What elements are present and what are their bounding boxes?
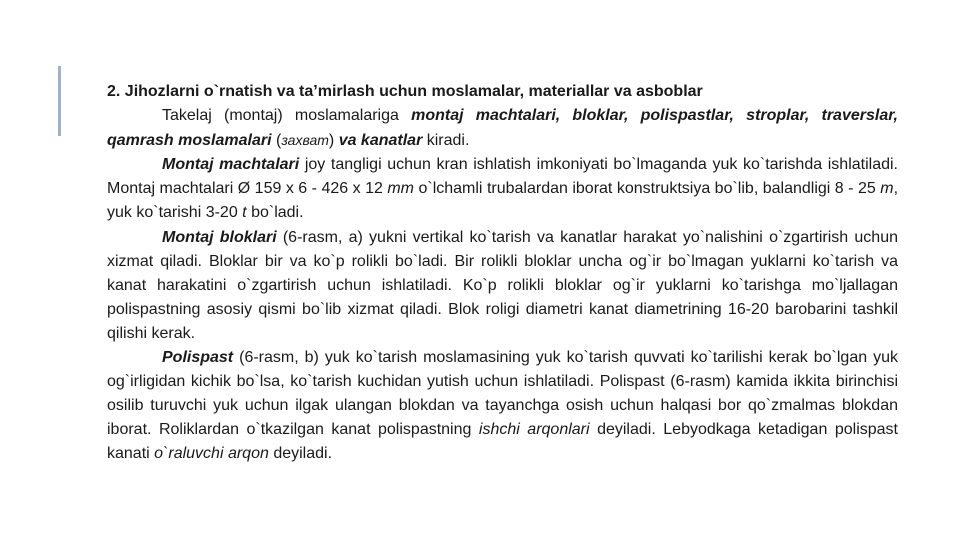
slide-accent-bar [58, 66, 61, 136]
text-run: va kanatlar [338, 132, 423, 150]
paragraph-mounting-blocks [107, 226, 898, 346]
text-run: joy tangligi uchun kran ishlatish imkoniyati bo`lmaganda yuk ko`tarishda ishlatiladi. Montaj machtalari Ø 159 x 6 - 426 x 12 [107, 156, 899, 198]
text-run: o`lchamli trubalardan iborat konstruktsiya bo`lib, balandligi 8 - 25 [414, 180, 881, 198]
text-run: Montaj bloklari [162, 228, 277, 246]
text-run: deyiladi. Lebyodkaga ketadigan polispast kanati [107, 421, 898, 463]
text-run: mm [387, 180, 414, 198]
section-heading: 2. Jihozlarni o`rnatish va ta’mirlash uchun moslamalar, materiallar va asboblar [107, 83, 703, 100]
paragraph-rigging-devices [107, 104, 898, 153]
text-run: kiradi. [422, 132, 470, 150]
text-run: ) [328, 132, 339, 150]
text-run: deyiladi. [268, 445, 333, 463]
text-run: (6-rasm, a) yukni vertikal ko`tarish va kanatlar harakat yo`nalishini o`zgartirish uchun xizmat qiladi. Bloklar bir va ko`p rolikli bo`ladi. Bir rolikli bloklar uncha og`ir bo`lmagan yuklarni ko`tarish va kanat harakatini o`zgartirish uchun ishlatiladi. Ko`p rolikli bloklar og`ir yuklarni ko`tarishga mo`ljallagan polispastning asosiy qismi bo`lib xizmat qiladi. Blok roligi diametri kanat diametrining 16-20 barobarini tashkil qilishi kerak. [107, 228, 898, 342]
text-run: , yuk ko`tarishi 3-20 [107, 180, 899, 222]
paragraph-pulley-system [107, 346, 898, 466]
text-run: t [242, 204, 247, 222]
paragraph-mounting-masts [107, 153, 898, 225]
text-run: Montaj machtalari [162, 156, 300, 174]
text-run: o`raluvchi arqon [154, 445, 269, 463]
document-body [107, 80, 898, 467]
text-run: Takelaj (montaj) moslamalariga [162, 107, 412, 125]
text-run: bo`ladi. [246, 204, 304, 222]
text-run: ( [271, 132, 282, 150]
text-run: (6-rasm, b) yuk ko`tarish moslamasining yuk ko`tarish quvvati ko`tarilishi kerak bo`lgan yuk og`irligidan kichik bo`lsa, ko`tarish kuchidan yutish uchun ishlatiladi. Polispast (6-rasm) kamida ikkita birinchisi osilib turuvchi yuk uchun ilgak ulangan blokdan va tayanchga osish uchun halqasi bor qo`zmalmas blokdan iborat. Roliklardan o`tkazilgan kanat polispastning [107, 349, 898, 439]
text-run: ishchi arqonlari [478, 421, 590, 439]
text-run: m [880, 180, 894, 198]
text-run: montaj machtalari, bloklar, polispastlar, stroplar, traverslar, qamrash moslamalari [107, 107, 899, 150]
text-run: захват [281, 132, 329, 149]
text-run: Polispast [162, 349, 234, 367]
